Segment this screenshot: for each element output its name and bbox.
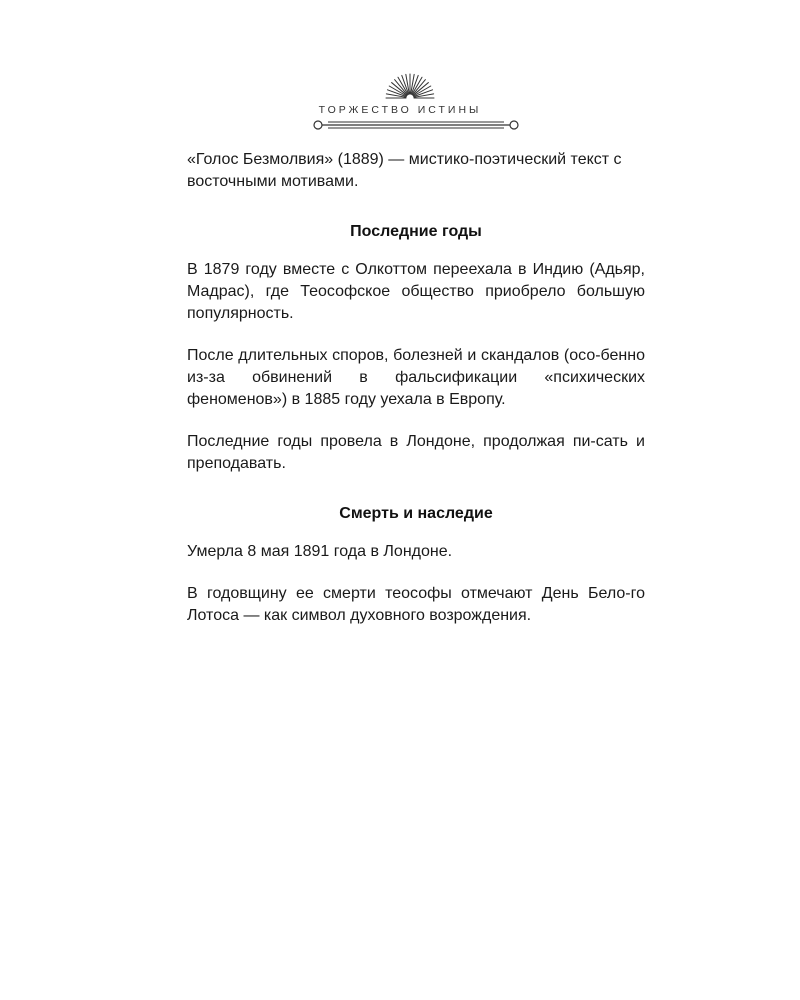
paragraph-intro: «Голос Безмолвия» (1889) — мистико-поэтический текст с восточными мотивами. — [187, 151, 622, 190]
paragraph-london: Последние годы провела в Лондоне, продолжая пи-сать и преподавать. — [187, 433, 645, 472]
book-title: ТОРЖЕСТВО ИСТИНЫ — [318, 104, 482, 116]
paragraph-lotus: В годовщину ее смерти теософы отмечают День Бело-го Лотоса — как символ духовного возрождения. — [187, 585, 645, 624]
rising-sun-icon — [385, 70, 435, 100]
paragraph-died: Умерла 8 мая 1891 года в Лондоне. — [187, 543, 453, 560]
section-heading-last-years: Последние годы — [350, 223, 482, 240]
page-content — [187, 149, 645, 627]
paragraph-india: В 1879 году вместе с Олкоттом переехала в Индию (Адьяр, Мадрас), где Теософское общество приобрело большую популярность. — [187, 261, 645, 322]
section-heading-death: Смерть и наследие — [339, 505, 493, 522]
paragraph-europe: После длительных споров, болезней и скандалов (осо-бенно из-за обвинений в фальсификации «психических феноменов») в 1885 году уехала в Европу. — [187, 347, 645, 408]
running-header — [0, 64, 800, 134]
ornamental-divider-icon — [310, 118, 522, 132]
